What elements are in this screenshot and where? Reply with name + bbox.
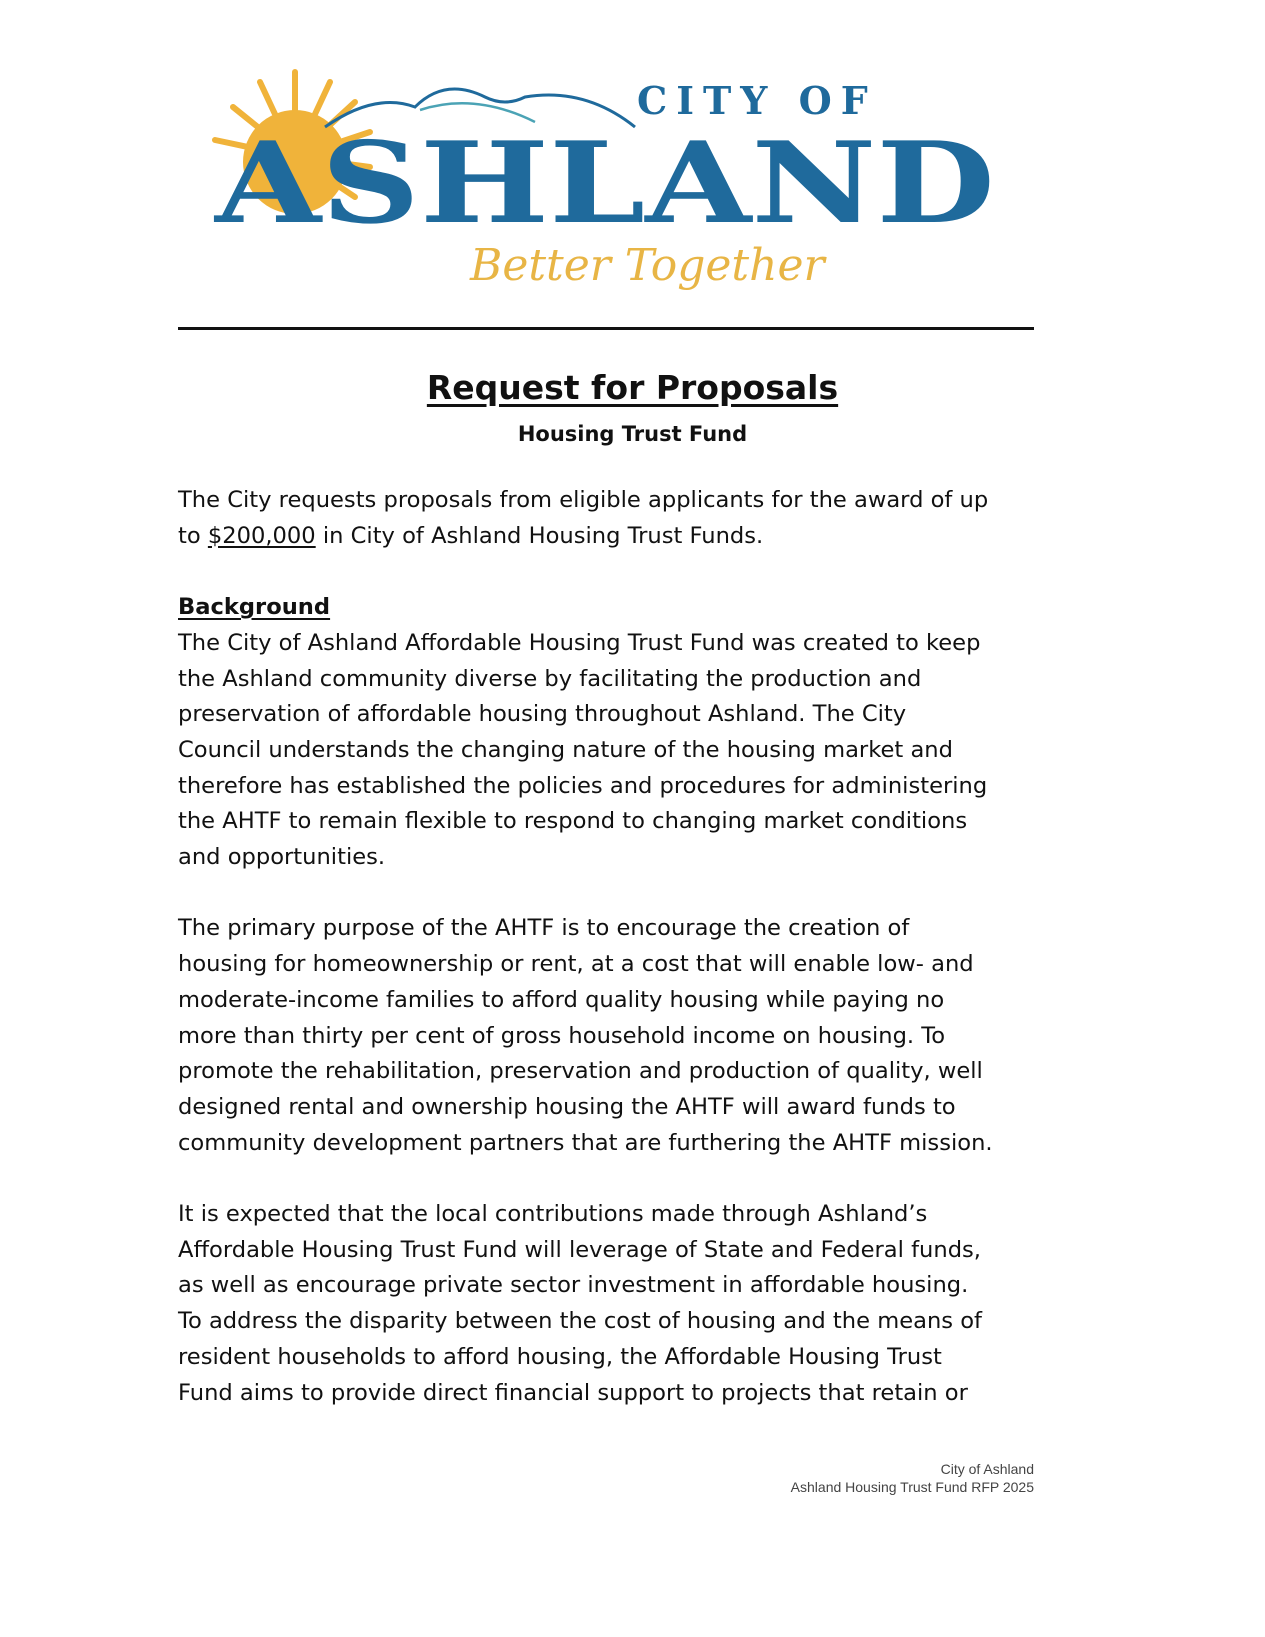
paragraph-line: Affordable Housing Trust Fund will leverage of State and Federal funds, bbox=[178, 1236, 981, 1263]
paragraph-line: the AHTF to remain flexible to respond to changing market conditions bbox=[178, 808, 968, 835]
paragraph-line: community development partners that are furthering the AHTF mission. bbox=[178, 1129, 993, 1156]
page-footer bbox=[791, 1460, 1034, 1496]
paragraph-line: more than thirty per cent of gross household income on housing. To bbox=[178, 1022, 946, 1049]
footer-line: City of Ashland bbox=[940, 1461, 1034, 1477]
svg-text:CITY OF: CITY OF bbox=[637, 78, 877, 123]
city-of-ashland-logo bbox=[205, 62, 1005, 307]
paragraph-line: Council understands the changing nature of the housing market and bbox=[178, 736, 953, 763]
paragraph-line: To address the disparity between the cost of housing and the means of bbox=[178, 1308, 982, 1335]
paragraph-line: the Ashland community diverse by facilitating the production and bbox=[178, 665, 922, 692]
paragraph-line: therefore has established the policies and procedures for administering bbox=[178, 772, 988, 799]
svg-text:ASHLAND: ASHLAND bbox=[213, 118, 995, 249]
page-subtitle: Housing Trust Fund bbox=[517, 422, 748, 446]
document-body bbox=[178, 483, 1058, 1411]
paragraph-line: resident households to afford housing, the Affordable Housing Trust bbox=[178, 1343, 942, 1370]
intro-line bbox=[178, 519, 1058, 555]
paragraph-line: as well as encourage private sector investment in affordable housing. bbox=[178, 1272, 969, 1299]
paragraph-line: preservation of affordable housing throughout Ashland. The City bbox=[178, 701, 907, 728]
paragraph-line: and opportunities. bbox=[178, 844, 386, 871]
paragraph-line: moderate-income families to afford quality housing while paying no bbox=[178, 986, 945, 1013]
page-title: Request for Proposals bbox=[426, 368, 839, 407]
intro-text: in City of Ashland Housing Trust Funds. bbox=[315, 522, 764, 549]
paragraph-line: The primary purpose of the AHTF is to encourage the creation of bbox=[178, 915, 910, 942]
award-amount: $200,000 bbox=[207, 522, 316, 549]
section-heading-background: Background bbox=[178, 594, 331, 621]
paragraph bbox=[178, 911, 1058, 1161]
paragraph-line: promote the rehabilitation, preservation and production of quality, well bbox=[178, 1058, 983, 1085]
paragraph-line: It is expected that the local contributions made through Ashland’s bbox=[178, 1201, 928, 1228]
paragraph-line: designed rental and ownership housing the AHTF will award funds to bbox=[178, 1093, 956, 1120]
paragraph-line: The City of Ashland Affordable Housing Trust Fund was created to keep bbox=[178, 629, 981, 656]
intro-text: to bbox=[178, 522, 208, 549]
paragraph-line: housing for homeownership or rent, at a cost that will enable low- and bbox=[178, 951, 974, 978]
paragraph bbox=[178, 626, 1058, 876]
paragraph bbox=[178, 1197, 1058, 1411]
paragraph-line: Fund aims to provide direct financial support to projects that retain or bbox=[178, 1379, 968, 1406]
footer-line: Ashland Housing Trust Fund RFP 2025 bbox=[790, 1479, 1034, 1495]
header-divider bbox=[178, 327, 1034, 330]
intro-line: The City requests proposals from eligible applicants for the award of up bbox=[178, 487, 989, 513]
svg-text:Better Together: Better Together bbox=[470, 240, 825, 291]
